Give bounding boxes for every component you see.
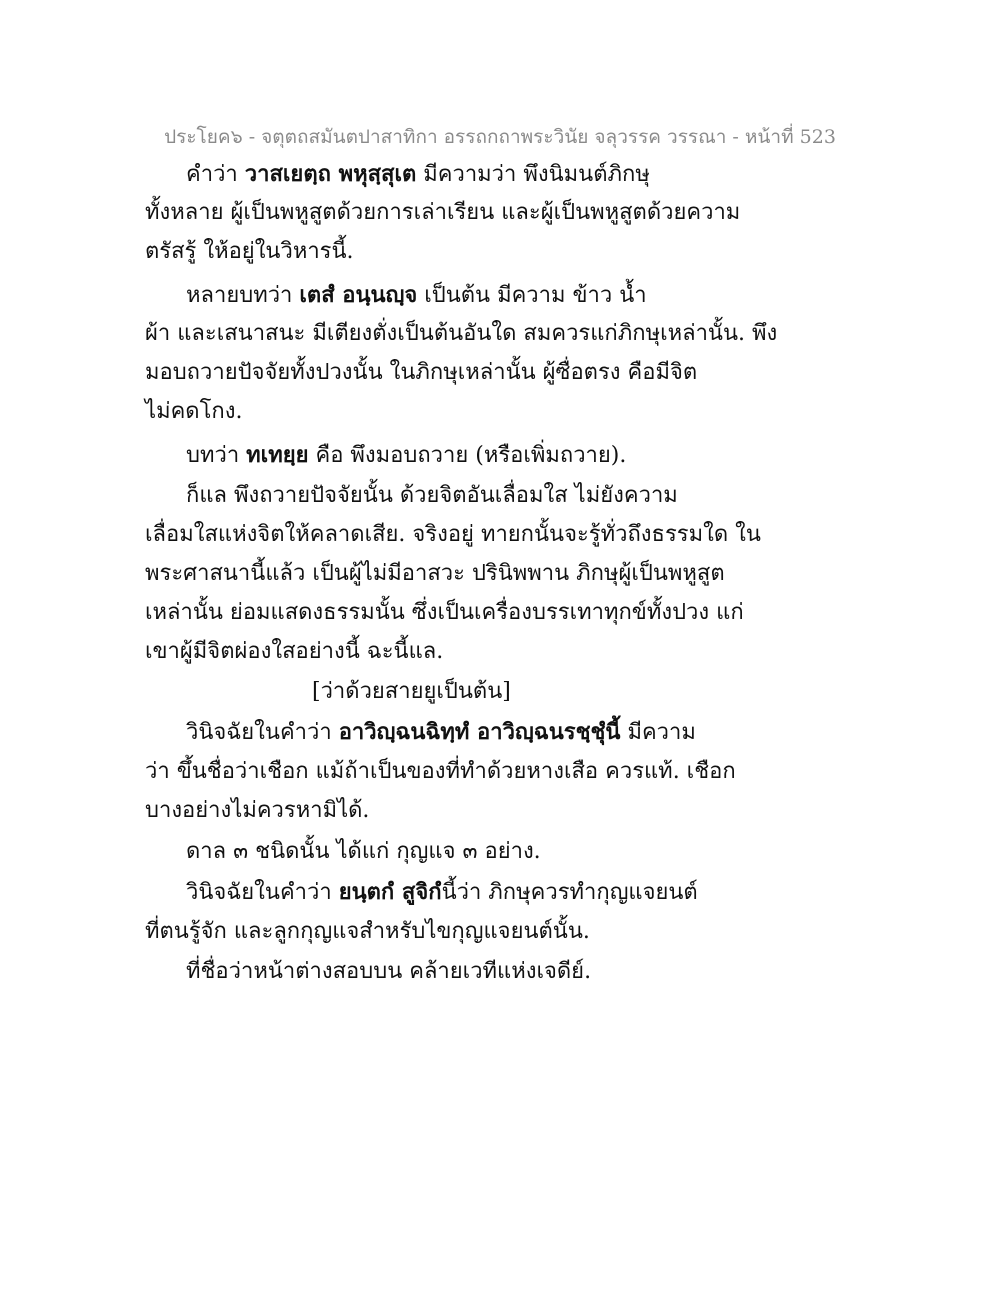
pali-term: เตสํ อนฺนญฺจ — [299, 282, 418, 308]
paragraph-2-line-4: ไม่คดโกง. — [145, 399, 243, 424]
paragraph-7-line-1: วินิจฉัยในคำว่า ยนฺตกํ สูจิกํนี้ว่า ภิกษุควรทำกุญแจยนต์ — [186, 879, 698, 905]
paragraph-6-line-1: ดาล ๓ ชนิดนั้น ได้แก่ กุญแจ ๓ อย่าง. — [186, 839, 541, 864]
paragraph-1-line-3: ตรัสรู้ ให้อยู่ในวิหารนี้. — [145, 239, 354, 264]
section-heading: [ว่าด้วยสายยูเป็นต้น] — [312, 679, 511, 704]
paragraph-7-line-2: ที่ตนรู้จัก และลูกกุญแจสำหรับไขกุญแจยนต์นั้น. — [145, 919, 590, 944]
pali-term: อาวิญฺฉนฉิทฺทํ อาวิญฺฉนรชฺชุํนี้ — [338, 719, 621, 745]
paragraph-5-line-1: วินิจฉัยในคำว่า อาวิญฺฉนฉิทฺทํ อาวิญฺฉนรชฺชุํนี้ มีความ — [186, 719, 696, 745]
paragraph-4-line-1: ก็แล พึงถวายปัจจัยนั้น ด้วยจิตอันเลื่อมใส ไม่ยังความ — [186, 483, 678, 508]
pali-term: วาสเยตฺถ พหุสฺสุเต — [244, 161, 417, 187]
pali-term: ทเทยฺย — [246, 442, 309, 468]
paragraph-4-line-2: เลื่อมใสแห่งจิตให้คลาดเสีย. จริงอยู่ ทายกนั้นจะรู้ทั่วถึงธรรมใด ใน — [145, 522, 761, 547]
paragraph-4-line-3: พระศาสนานี้แล้ว เป็นผู้ไม่มีอาสวะ ปรินิพพาน ภิกษุผู้เป็นพหูสูต — [145, 561, 725, 586]
paragraph-2-line-3: มอบถวายปัจจัยทั้งปวงนั้น ในภิกษุเหล่านั้น ผู้ซื่อตรง คือมีจิต — [145, 360, 698, 385]
paragraph-5-line-3: บางอย่างไม่ควรหามิได้. — [145, 798, 370, 823]
paragraph-4-line-5: เขาผู้มีจิตผ่องใสอย่างนี้ ฉะนี้แล. — [145, 639, 444, 664]
paragraph-2-line-1: หลายบทว่า เตสํ อนฺนญฺจ เป็นต้น มีความ ข้าว น้ำ — [186, 282, 647, 308]
paragraph-3-line-1: บทว่า ทเทยฺย คือ พึงมอบถวาย (หรือเพิ่มถวาย). — [186, 442, 627, 468]
paragraph-2-line-2: ผ้า และเสนาสนะ มีเตียงตั่งเป็นต้นอันใด สมควรแก่ภิกษุเหล่านั้น. พึง — [145, 321, 778, 346]
paragraph-5-line-2: ว่า ขึ้นชื่อว่าเชือก แม้ถ้าเป็นของที่ทำด้วยหางเสือ ควรแท้. เชือก — [145, 759, 736, 784]
paragraph-1-line-1: คำว่า วาสเยตฺถ พหุสฺสุเต มีความว่า พึงนิมนต์ภิกษุ — [186, 161, 650, 187]
paragraph-4-line-4: เหล่านั้น ย่อมแสดงธรรมนั้น ซึ่งเป็นเครื่องบรรเทาทุกข์ทั้งปวง แก่ — [145, 600, 744, 625]
pali-term: ยนฺตกํ สูจิกํ — [338, 879, 442, 905]
paragraph-8-line-1: ที่ชื่อว่าหน้าต่างสอบบน คล้ายเวทีแห่งเจดีย์. — [186, 959, 592, 984]
paragraph-1-line-2: ทั้งหลาย ผู้เป็นพหูสูตด้วยการเล่าเรียน และผู้เป็นพหูสูตด้วยความ — [145, 200, 741, 225]
page-header: ประโยค๖ - จตุตถสมันตปาสาทิกา อรรถกถาพระวินัย จลุวรรค วรรณา - หน้าที่ 523 — [164, 126, 836, 148]
